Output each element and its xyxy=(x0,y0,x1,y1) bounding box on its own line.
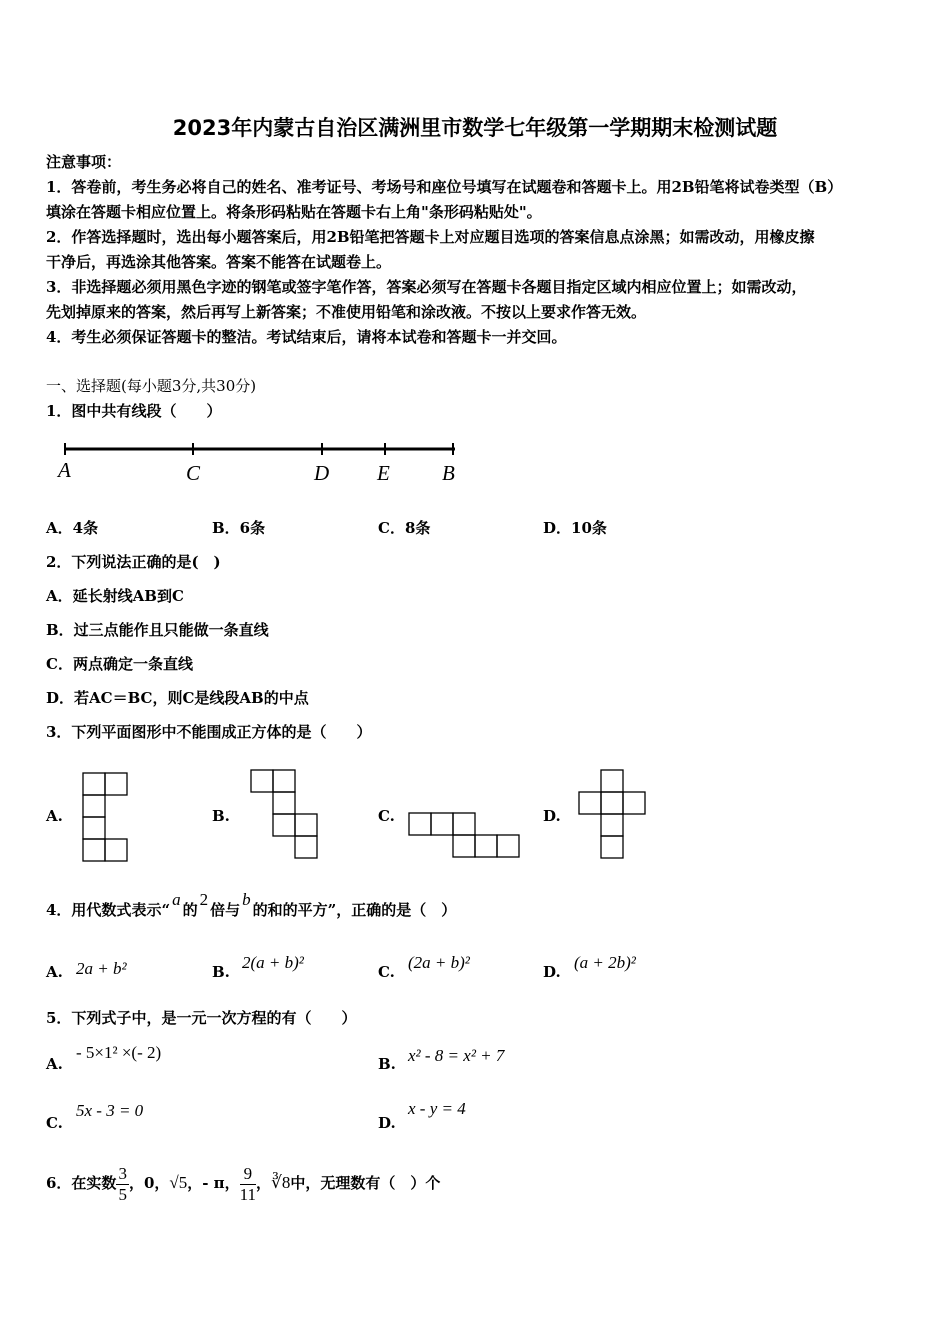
q6-stem-post: 中，无理数有（ ）个 xyxy=(290,1174,441,1192)
q2-option-a: A．延长射线AB到C xyxy=(46,587,184,605)
page-title: 2023年内蒙古自治区满洲里市数学七年级第一学期期末检测试题 xyxy=(172,116,778,140)
notice-line-3: 2．作答选择题时，选出每小题答案后，用2B铅笔把答题卡上对应题目选项的答案信息点涂黑；如需改动，用橡皮擦 xyxy=(46,228,815,246)
q4-two: 2 xyxy=(199,890,209,909)
q4-label-a: A. xyxy=(46,963,63,981)
q6-stem-pre: 6．在实数 xyxy=(46,1174,117,1192)
q5-expr-b: x² - 8 = x² + 7 xyxy=(408,1046,505,1065)
q3-label-d: D. xyxy=(543,807,561,825)
q4-expr-c: (2a + b)² xyxy=(408,953,470,972)
question-3-stem: 3．下列平面图形中不能围成正方体的是（ ） xyxy=(46,723,372,741)
q4-expr-d: (a + 2b)² xyxy=(574,953,636,972)
q2-option-c: C．两点确定一条直线 xyxy=(46,655,193,673)
q6-frac1-num: 3 xyxy=(118,1163,127,1183)
q6-frac1-den: 5 xyxy=(118,1184,127,1204)
q5-label-a: A. xyxy=(46,1055,63,1073)
notice-line-4: 干净后，再选涂其他答案。答案不能答在试题卷上。 xyxy=(46,253,392,271)
q1-option-c: C．8条 xyxy=(378,519,431,537)
notice-line-7: 4．考生必须保证答题卡的整洁。考试结束后，请将本试卷和答题卡一并交回。 xyxy=(46,328,567,346)
question-1-stem: 1．图中共有线段（ ） xyxy=(46,402,222,420)
cube-net-c xyxy=(408,812,523,860)
q4-label-d: D. xyxy=(543,963,561,981)
q2-option-d: D．若AC＝BC，则C是线段AB的中点 xyxy=(46,689,309,707)
q3-label-c: C. xyxy=(378,807,395,825)
notice-line-6: 先划掉原来的答案，然后再写上新答案；不准使用铅笔和涂改液。不按以上要求作答无效。 xyxy=(46,303,647,321)
notice-line-1: 1．答卷前，考生务必将自己的姓名、准考证号、考场号和座位号填写在试题卷和答题卡上。用2B铅笔将试卷类型（B） xyxy=(46,178,843,196)
cube-net-b xyxy=(250,769,320,861)
q4-expr-a: 2a + b² xyxy=(76,959,127,978)
notice-line-5: 3．非选择题必须用黑色字迹的钢笔或签字笔作答，答案必须写在答题卡各题目指定区域内相应位置上；如需改动， xyxy=(46,278,807,296)
notice-heading: 注意事项： xyxy=(46,153,122,171)
q6-sep3: ， xyxy=(256,1174,272,1192)
q4-stem-post: 的和的平方”，正确的是（ ） xyxy=(252,901,457,919)
q6-sep2: ，- π， xyxy=(187,1174,240,1192)
q5-label-b: B. xyxy=(378,1055,396,1073)
q5-expr-a: - 5×1² ×(- 2) xyxy=(76,1043,162,1062)
q3-label-b: B. xyxy=(212,807,230,825)
cube-net-d xyxy=(578,769,648,861)
point-label-d: D xyxy=(314,461,330,485)
segment-figure xyxy=(50,435,470,490)
q5-label-c: C. xyxy=(46,1114,63,1132)
q6-frac-9-11 xyxy=(240,1164,256,1205)
notice-line-2: 填涂在答题卡相应位置上。将条形码粘贴在答题卡右上角"条形码粘贴处"。 xyxy=(46,203,542,221)
q5-expr-d: x - y = 4 xyxy=(408,1099,466,1118)
q5-label-d: D. xyxy=(378,1114,396,1132)
q4-label-b: B. xyxy=(212,963,230,981)
q6-frac2-den: 11 xyxy=(239,1184,257,1204)
point-label-b: B xyxy=(442,461,455,485)
question-2-stem: 2．下列说法正确的是( ) xyxy=(46,553,221,571)
q5-expr-c: 5x - 3 = 0 xyxy=(76,1101,144,1120)
q4-de: 的 xyxy=(182,901,198,919)
point-label-e: E xyxy=(377,461,390,485)
question-6-stem xyxy=(46,1160,440,1206)
q4-label-c: C. xyxy=(378,963,395,981)
q6-cbrt8: ∛8 xyxy=(271,1173,291,1192)
point-label-c: C xyxy=(186,461,201,485)
question-4-stem xyxy=(46,890,457,925)
q6-frac-3-5 xyxy=(116,1164,129,1205)
q4-bei: 倍与 xyxy=(210,901,241,919)
q2-option-b: B．过三点能作且只能做一条直线 xyxy=(46,621,269,639)
q1-option-b: B．6条 xyxy=(212,519,266,537)
cube-net-a xyxy=(82,772,130,864)
q4-var-b: b xyxy=(242,890,251,909)
question-5-stem: 5．下列式子中，是一元一次方程的有（ ） xyxy=(46,1009,357,1027)
section-heading: 一、选择题(每小题3分,共30分) xyxy=(46,377,257,395)
q1-option-d: D．10条 xyxy=(543,519,607,537)
q6-sqrt5: √5 xyxy=(169,1173,188,1192)
point-label-a: A xyxy=(58,458,71,482)
q4-stem-pre: 4．用代数式表示“ xyxy=(46,901,171,919)
q3-label-a: A. xyxy=(46,807,63,825)
q4-var-a: a xyxy=(172,890,181,909)
q1-option-a: A．4条 xyxy=(46,519,99,537)
q6-sep1: ，0， xyxy=(128,1174,170,1192)
q4-expr-b: 2(a + b)² xyxy=(242,953,304,972)
q6-frac2-num: 9 xyxy=(240,1164,256,1185)
